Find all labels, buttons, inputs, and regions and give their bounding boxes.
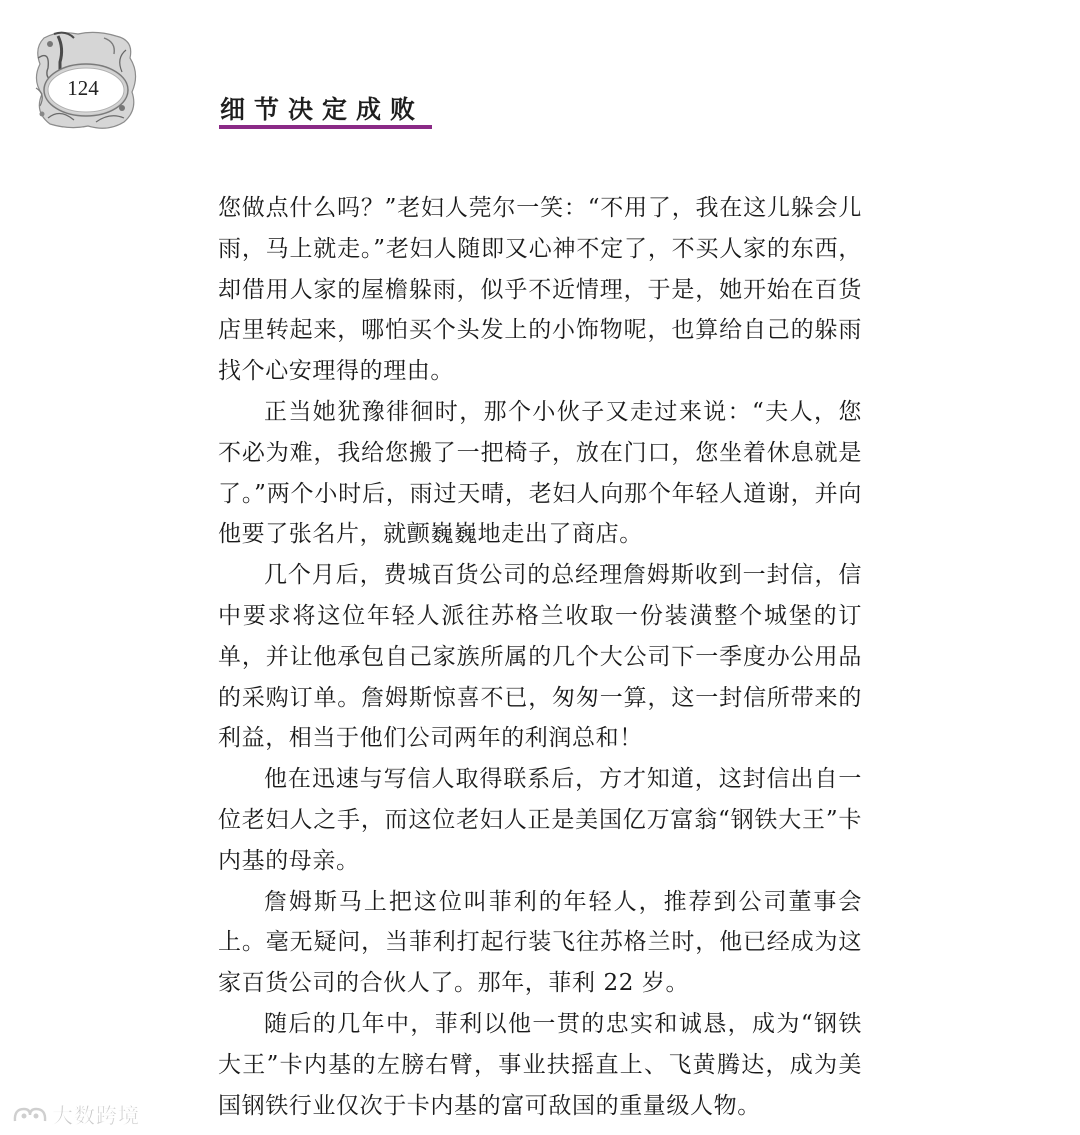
paragraph: 几个月后，费城百货公司的总经理詹姆斯收到一封信，信中要求将这位年轻人派往苏格兰收取一份装潢整个城堡的订单，并让他承包自己家族所属的几个大公司下一季度办公用品的采购订单。詹姆斯惊喜不已，匆匆一算，这一封信所带来的利益，相当于他们公司两年的利润总和！ xyxy=(218,562,862,752)
title-underline xyxy=(219,125,432,129)
page-number-ornament xyxy=(30,28,142,132)
paragraph: 您做点什么吗？”老妇人莞尔一笑：“不用了，我在这儿躲会儿雨，马上就走。”老妇人随即又心神不定了，不买人家的东西，却借用人家的屋檐躲雨，似乎不近情理，于是，她开始在百货店里转起来，哪怕买个头发上的小饰物呢，也算给自己的躲雨找个心安理得的理由。 xyxy=(218,195,862,385)
paragraph: 随后的几年中，菲利以他一贯的忠实和诚恳，成为“钢铁大王”卡内基的左膀右臂，事业扶摇直上、飞黄腾达，成为美国钢铁行业仅次于卡内基的富可敌国的重量级人物。 xyxy=(218,1010,862,1119)
page-number: 124 xyxy=(67,76,99,100)
paragraph: 正当她犹豫徘徊时，那个小伙子又走过来说：“夫人，您不必为难，我给您搬了一把椅子，放在门口，您坐着休息就是了。”两个小时后，雨过天晴，老妇人向那个年轻人道谢，并向他要了张名片，就颤巍巍地走出了商店。 xyxy=(218,398,862,548)
body-text xyxy=(218,188,862,1126)
watermark-text: 大数跨境 xyxy=(52,1104,140,1128)
watermark-logo-icon xyxy=(12,1103,48,1127)
paragraph: 他在迅速与写信人取得联系后，方才知道，这封信出自一位老妇人之手，而这位老妇人正是美国亿万富翁“钢铁大王”卡内基的母亲。 xyxy=(218,766,862,874)
watermark xyxy=(12,1100,140,1130)
book-title: 细节决定成败 xyxy=(220,95,425,124)
paragraph: 詹姆斯马上把这位叫菲利的年轻人，推荐到公司董事会上。毫无疑问，当菲利打起行装飞往苏格兰时，他已经成为这家百货公司的合伙人了。那年，菲利 22 岁。 xyxy=(218,888,862,997)
